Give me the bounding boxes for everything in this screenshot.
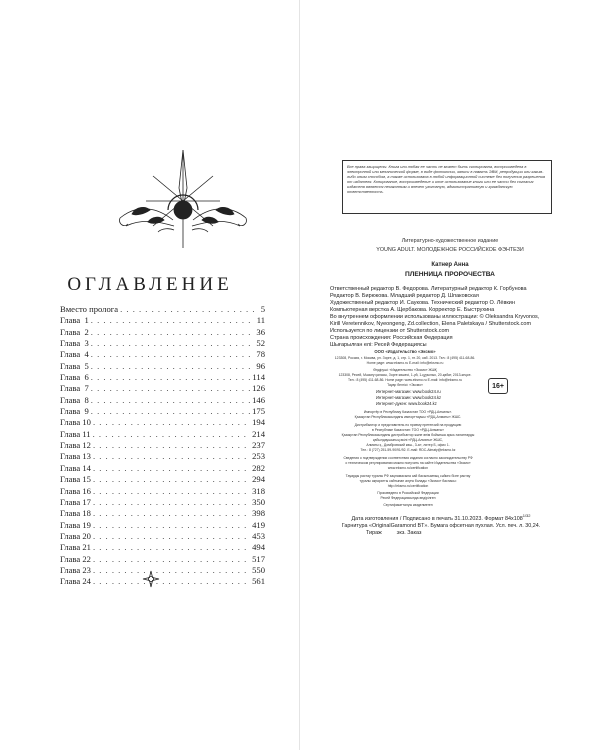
toc-leader-dots	[93, 451, 250, 462]
toc-row	[60, 327, 265, 338]
internet-shop-kz-alt: Интернет-дүкен: www.book24.kz	[376, 401, 437, 406]
address-kz: 123308, Ресей, Мәскеу қаласы, Зорге көшесі, 1-үй, 1-құрылыс, 20-қабат, 2013-кеңсе.	[338, 373, 472, 377]
toc-row	[60, 463, 265, 474]
toc-row	[60, 372, 265, 383]
toc-row	[60, 474, 265, 485]
toc-row	[60, 304, 265, 315]
toc-page-number: 114	[252, 372, 265, 383]
manufacturer-kz: Өндіруші: «Издательство «Эксмо» ЖШҚ	[373, 368, 437, 372]
toc-chapter: Глава 24	[60, 576, 91, 587]
toc-chapter: Глава 6	[60, 372, 89, 383]
validity-kz-line: http://eksmo.ru/certification	[387, 484, 429, 488]
toc-page-number: 36	[256, 326, 265, 337]
credit-line: Компьютерная верстка А. Щербакова. Корректор Е. Быструхина	[330, 307, 495, 313]
toc-row	[60, 576, 265, 587]
credit-line: Используется по лицензии от Shutterstock.com	[330, 328, 450, 334]
toc-chapter: Глава 22	[60, 553, 91, 564]
toc-leader-dots	[91, 372, 251, 383]
toc-row	[60, 417, 265, 428]
toc-leader-dots	[91, 406, 250, 417]
toc-page-number: 350	[252, 496, 265, 507]
toc-row	[60, 429, 265, 440]
toc-leader-dots	[93, 565, 250, 576]
publisher-name: ООО «Издательство «Эксмо»	[374, 349, 436, 354]
table-of-contents	[60, 304, 265, 588]
credit-line: Шығарылған елі: Ресей Федерациясы	[330, 342, 427, 348]
credit-line: Страна происхождения: Российская Федерация	[330, 335, 453, 341]
genre-line: Литературно-художественное издание	[401, 238, 499, 244]
toc-row	[60, 497, 265, 508]
print-line: Гарнитура «OriginalGaramond BT». Бумага офсетная пухлая. Усл. печ. л. 30,24.	[341, 522, 541, 529]
toc-leader-dots	[93, 474, 250, 485]
validity-kz-line: Тауарды растау туралы РФ заңнамасына сай басылымның сәйкес бізге растау	[345, 474, 471, 478]
toc-chapter: Глава 7	[60, 383, 89, 394]
distributor-line: Тел.: 8 (727) 251-59-90/91/92. E-mail: RDC-Almaty@eksmo.kz	[360, 448, 456, 452]
toc-chapter: Вместо пролога	[60, 304, 119, 314]
distributor-line: в Республике Казахстан: ТОО «РДЦ-Алматы»	[371, 428, 445, 432]
toc-chapter: Глава 3	[60, 338, 89, 349]
toc-page-number: 253	[252, 451, 265, 462]
distributor-line: Қазақстан Республикасындағы дистрибьютор және өнім бойынша арыз-талаптарды	[341, 433, 475, 437]
book-author: Катнер Анна	[431, 262, 469, 268]
validity-line: о техническом регулировании можно получить на сайте Издательства «Эксмо»	[345, 461, 471, 465]
toc-leader-dots	[93, 554, 250, 565]
credit-line: Редактор В. Бирюкова. Младший редактор Д. Шпаковская	[330, 293, 479, 299]
toc-page-number: 398	[252, 508, 265, 519]
print-line: Тираж экз. Заказ	[366, 529, 422, 536]
certification: Сертификатталуы көзделмеген	[383, 503, 433, 507]
toc-leader-dots	[93, 417, 250, 428]
toc-page-number: 294	[252, 474, 265, 485]
internet-shop-kz: Интернет-магазин: www.book24.kz	[376, 395, 442, 400]
toc-leader-dots	[93, 508, 250, 519]
print-line	[330, 512, 552, 523]
distributor-line: Алматы қ., Домбровский көш., 3-а», литер Б, офис 1.	[366, 443, 450, 447]
toc-page-number: 52	[256, 338, 265, 349]
toc-leader-dots	[93, 531, 250, 542]
toc-chapter: Глава 11	[60, 428, 91, 439]
toc-chapter: Глава 1	[60, 315, 89, 326]
toc-leader-dots	[91, 361, 255, 372]
toc-page-number: 78	[256, 349, 265, 360]
distributor-line: қабылдаушының өкілі «РДЦ-Алматы» ЖШС,	[372, 438, 443, 442]
toc-chapter: Глава 8	[60, 394, 89, 405]
toc-row	[60, 508, 265, 519]
toc-page-number: 194	[252, 417, 265, 428]
toc-page-number: 318	[252, 485, 265, 496]
toc-row	[60, 565, 265, 576]
publisher-homepage: Home page: www.eksmo.ru E-mail: info@eksmo.ru	[366, 361, 444, 365]
star-ornament-icon	[142, 570, 160, 588]
toc-chapter: Глава 13	[60, 451, 91, 462]
toc-row	[60, 361, 265, 372]
toc-leader-dots	[93, 440, 250, 451]
genre-series: YOUNG ADULT. МОЛОДЕЖНОЕ РОССИЙСКОЕ ФЭНТЕЗИ	[376, 247, 524, 253]
tel-kz: Тел.: 8 (495) 411-68-86. Home page: www.eksmo.ru E-mail: info@eksmo.ru	[348, 378, 462, 382]
toc-leader-dots	[91, 338, 255, 349]
made-in-line: Произведено в Российской Федерации	[377, 491, 439, 495]
toc-page-number: 561	[252, 576, 265, 587]
toc-page-number: 453	[252, 530, 265, 541]
toc-row	[60, 486, 265, 497]
made-in-line: Ресей Федерациясында өндірілген	[380, 496, 436, 500]
credits	[330, 286, 552, 349]
toc-page-number: 282	[252, 462, 265, 473]
toc-chapter: Глава 17	[60, 496, 91, 507]
toc-row	[60, 349, 265, 360]
toc-row	[60, 531, 265, 542]
toc-chapter: Глава 21	[60, 542, 91, 553]
toc-page-number: 237	[252, 440, 265, 451]
toc-chapter: Глава 5	[60, 360, 89, 371]
toc-leader-dots	[91, 395, 250, 406]
toc-row	[60, 451, 265, 462]
toc-leader-dots	[93, 429, 251, 440]
toc-row	[60, 440, 265, 451]
toc-chapter: Глава 15	[60, 474, 91, 485]
toc-row	[60, 383, 265, 394]
credit-line: Ответственный редактор В. Федорова. Литературный редактор К. Горбунова	[330, 286, 527, 292]
toc-row	[60, 520, 265, 531]
toc-chapter: Глава 19	[60, 519, 91, 530]
toc-page-number: 126	[252, 383, 265, 394]
toc-chapter: Глава 4	[60, 349, 89, 360]
toc-chapter: Глава 14	[60, 462, 91, 473]
print-info	[330, 512, 552, 537]
toc-chapter: Глава 18	[60, 508, 91, 519]
toc-row	[60, 554, 265, 565]
validity-line: www.eksmo.ru/certification	[387, 466, 429, 470]
publisher-address: 123308, Россия, г. Москва, ул. Зорге, д. 1, стр. 1, эт. 20, каб. 2013. Тел.: 8 (495) 411-68-86.	[334, 356, 476, 360]
toc-page-number: 419	[252, 519, 265, 530]
toc-title: ОГЛАВЛЕНИЕ	[67, 274, 233, 295]
toc-leader-dots	[93, 486, 250, 497]
toc-page-number: 11	[256, 315, 265, 326]
toc-leader-dots	[93, 497, 250, 508]
importer-line: Қазақстан Республикасындағы импорттаушы «РДЦ-Алматы» ЖШС.	[354, 415, 462, 419]
toc-leader-dots	[91, 383, 250, 394]
book-title: ПЛЕННИЦА ПРОРОЧЕСТВА	[405, 271, 495, 278]
validity-line: Сведения о подтверждении соответствия издания согласно законодательству РФ	[343, 456, 473, 460]
print-date-format: Дата изготовления / Подписано в печать 31.10.2023. Формат 84x108	[351, 515, 523, 522]
toc-chapter: Глава 20	[60, 530, 91, 541]
toc-leader-dots	[91, 327, 255, 338]
copyright-notice: Все права защищены. Книга или любая ее часть не может быть скопирована, воспроизведена в электронной или механической форме, в виде фотокопии, записи в память ЭВМ, репродукции или каким-либо иным способом, а также использована в любой информационной системе без получения разрешения от издателя. Копирование, воспроизведение и иное использование книги или ее части без согласия издателя является незаконным и влечет уголовную, административную и гражданскую ответственность.	[342, 160, 552, 214]
toc-page-number: 494	[252, 542, 265, 553]
toc-chapter: Глава 10	[60, 417, 91, 428]
toc-page-number: 96	[256, 360, 265, 371]
toc-page-number: 550	[252, 564, 265, 575]
importer-line: Импортёр в Республику Казахстан ТОО «РДЦ-Алматы».	[363, 410, 453, 414]
compass-ornament-icon	[118, 148, 248, 258]
toc-leader-dots	[93, 463, 250, 474]
toc-row	[60, 338, 265, 349]
validity-kz-line: туралы ақпаратты сайтынан алуға болады «Эксмо» баспасы:	[359, 479, 457, 483]
toc-row	[60, 315, 265, 326]
toc-chapter: Глава 12	[60, 440, 91, 451]
toc-leader-dots	[93, 576, 250, 587]
format-fraction: 1/32	[522, 513, 531, 518]
toc-row	[60, 406, 265, 417]
credit-line: Kirill Veretennikov, Nyeongeng, Zd.collection, Elena Paletskaya / Shutterstock.com	[330, 321, 532, 327]
age-rating-badge: 16+	[488, 378, 508, 394]
trademark: Тауар белгісі: «Эксмо»	[387, 383, 423, 387]
distributor-line: Дистрибьютор и представитель по приему претензий на продукцию	[354, 423, 462, 427]
toc-page-number: 517	[252, 553, 265, 564]
toc-chapter: Глава 16	[60, 485, 91, 496]
toc-chapter: Глава 23	[60, 564, 91, 575]
toc-chapter: Глава 9	[60, 406, 89, 417]
toc-leader-dots	[91, 315, 255, 326]
credit-line: Во внутреннем оформлении использованы иллюстрации: © Oleksandra Kryvonos,	[330, 314, 540, 320]
toc-leader-dots	[91, 349, 255, 360]
toc-page-number: 214	[252, 428, 265, 439]
toc-leader-dots	[120, 304, 259, 315]
toc-page-number: 5	[260, 304, 265, 314]
toc-chapter: Глава 2	[60, 326, 89, 337]
internet-shop: Интернет-магазин: www.book24.ru	[376, 389, 441, 394]
toc-leader-dots	[93, 542, 250, 553]
toc-page-number: 175	[252, 406, 265, 417]
credit-line: Художественный редактор И. Саукова. Технический редактор О. Лёвкин	[330, 300, 515, 306]
toc-row	[60, 542, 265, 553]
toc-leader-dots	[93, 520, 250, 531]
toc-page-number: 146	[252, 394, 265, 405]
toc-row	[60, 395, 265, 406]
